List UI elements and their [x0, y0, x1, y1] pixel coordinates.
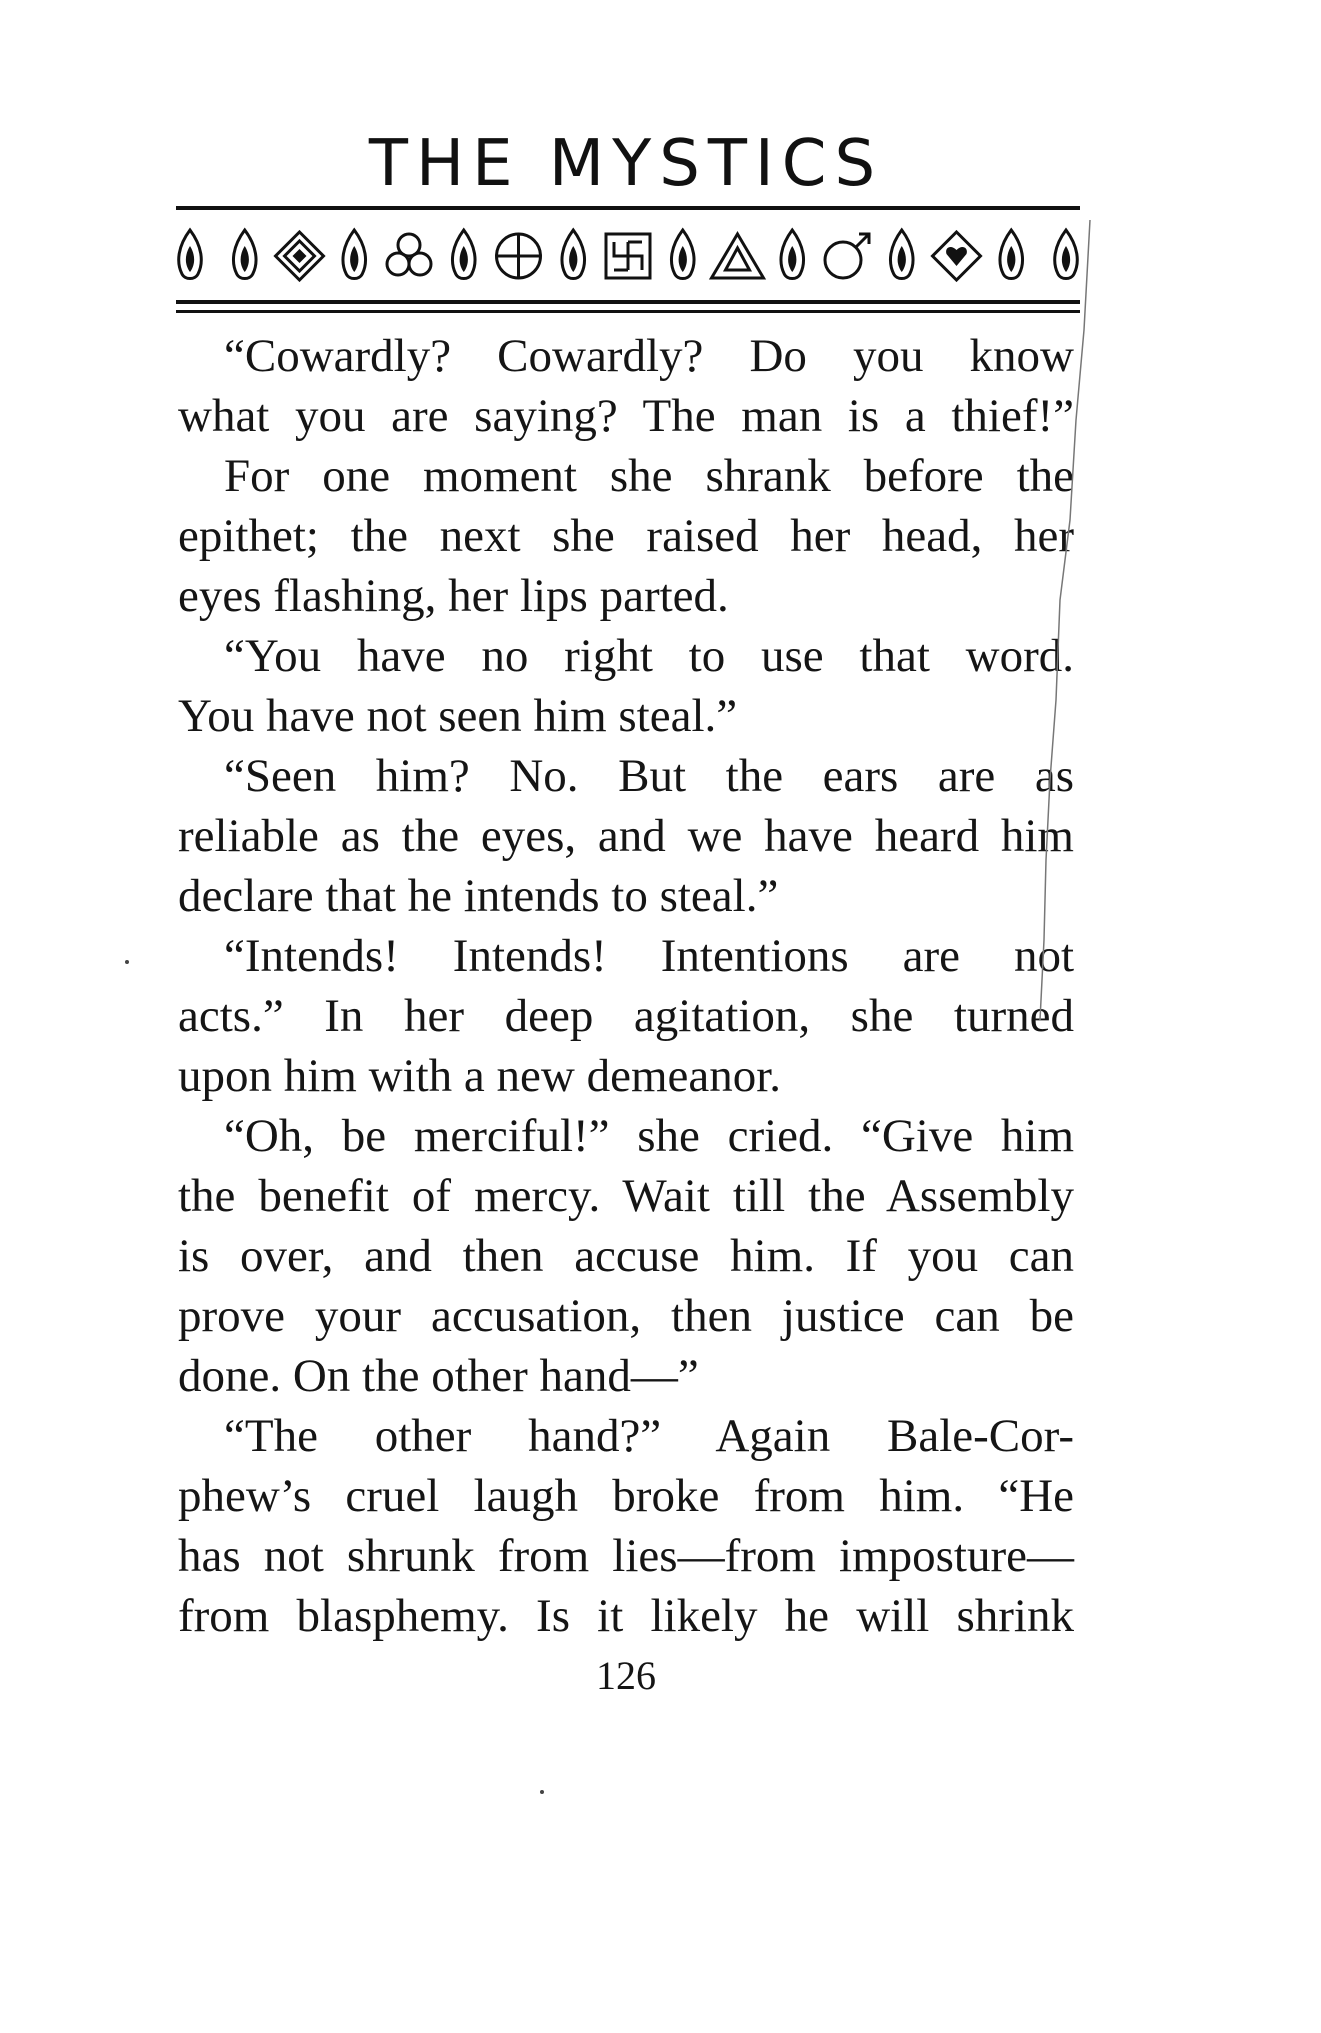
text-line: has not shrunk from lies—from imposture—: [178, 1530, 1074, 1582]
text-line: upon him with a new demeanor.: [178, 1050, 782, 1102]
dust-speck: [540, 1790, 544, 1794]
text-line: For one moment she shrank before the: [224, 450, 1074, 502]
text-line: is over, and then accuse him. If you can: [178, 1230, 1074, 1282]
text-line: “Cowardly? Cowardly? Do you know: [224, 330, 1074, 382]
text-line: “Oh, be merciful!” she cried. “Give him: [224, 1110, 1074, 1162]
text-line: from blasphemy. Is it likely he will shrink: [178, 1590, 1074, 1642]
text-line: reliable as the eyes, and we have heard him: [178, 810, 1074, 862]
text-line: “The other hand?” Again Bale-Cor-: [224, 1410, 1074, 1462]
dust-speck: [125, 960, 129, 964]
text-line: what you are saying? The man is a thief!”: [178, 390, 1074, 442]
text-line: eyes flashing, her lips parted.: [178, 570, 729, 622]
text-line: acts.” In her deep agitation, she turned: [178, 990, 1074, 1042]
text-line: “Seen him? No. But the ears are as: [224, 750, 1074, 802]
running-head: THE MYSTICS: [368, 127, 884, 201]
text-line: declare that he intends to steal.”: [178, 870, 779, 922]
text-line: done. On the other hand—”: [178, 1350, 699, 1402]
page-number: 126: [596, 1653, 656, 1698]
text-line: You have not seen him steal.”: [178, 690, 738, 742]
text-line: “You have no right to use that word.: [224, 630, 1074, 682]
text-line: prove your accusation, then justice can be: [178, 1290, 1074, 1342]
text-line: “Intends! Intends! Intentions are not: [224, 930, 1074, 982]
margin-crease-line: [1040, 220, 1090, 1020]
text-line: phew’s cruel laugh broke from him. “He: [178, 1470, 1074, 1522]
text-line: the benefit of mercy. Wait till the Assembly: [178, 1170, 1074, 1222]
text-line: epithet; the next she raised her head, her: [178, 510, 1074, 562]
